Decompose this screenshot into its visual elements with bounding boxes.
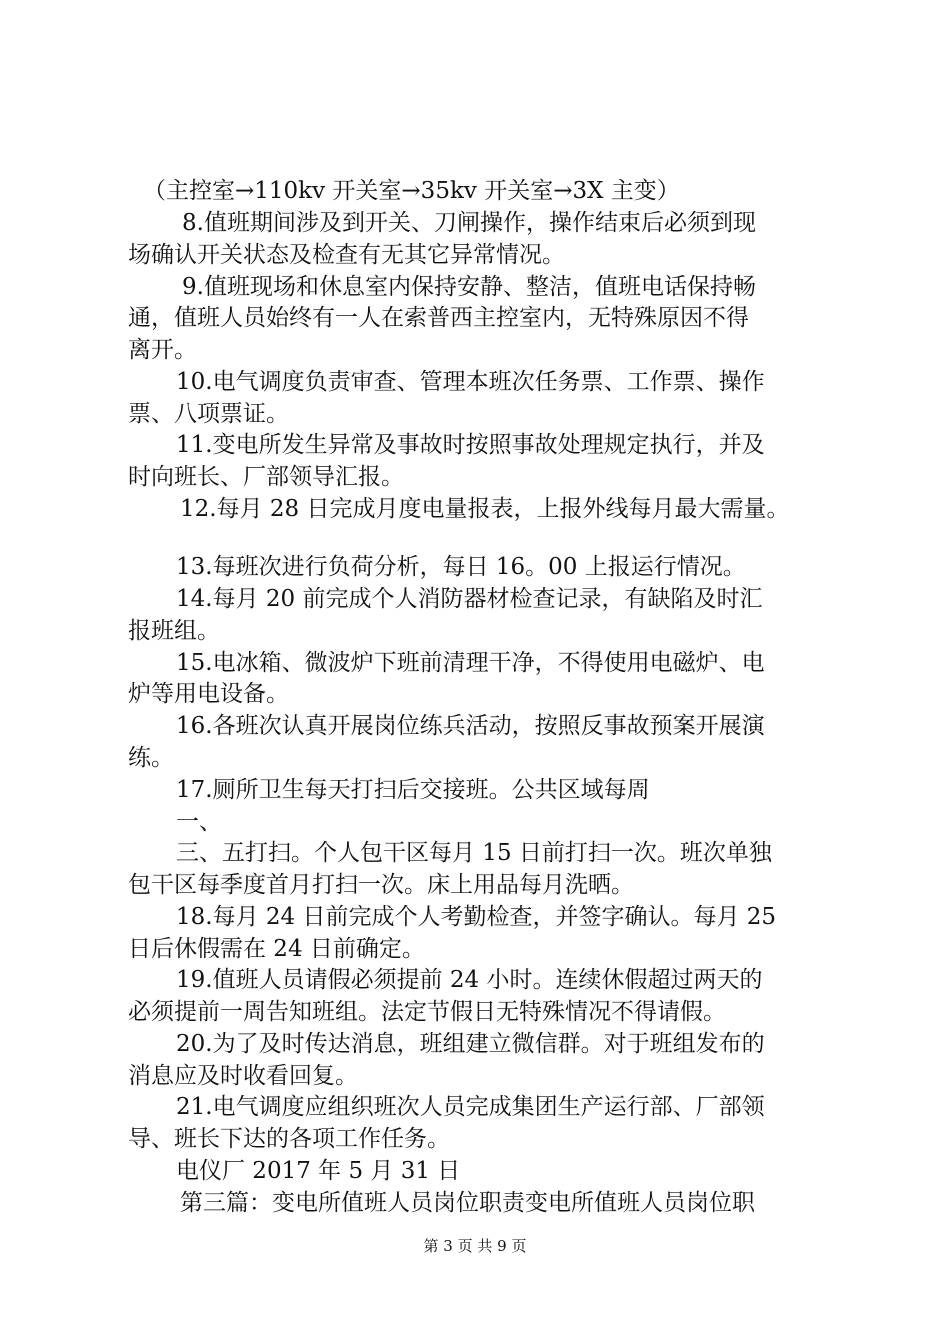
text-line: 炉等用电设备。 <box>128 681 289 707</box>
text-line: 19.值班人员请假必须提前 24 小时。连续休假超过两天的 <box>176 967 763 993</box>
text-line: 报班组。 <box>128 618 220 644</box>
text-line: 票、八项票证。 <box>128 401 289 427</box>
text-line: 13.每班次进行负荷分析，每日 16。00 上报运行情况。 <box>176 554 746 580</box>
text-line: 必须提前一周告知班组。法定节假日无特殊情况不得请假。 <box>128 999 726 1025</box>
text-line: 21.电气调度应组织班次人员完成集团生产运行部、厂部领 <box>176 1094 765 1120</box>
text-line: 15.电冰箱、微波炉下班前清理干净，不得使用电磁炉、电 <box>176 650 765 676</box>
text-line: 消息应及时收看回复。 <box>128 1063 358 1089</box>
text-line: 导、班长下达的各项工作任务。 <box>128 1126 450 1152</box>
text-line: 包干区每季度首月打扫一次。床上用品每月洗晒。 <box>128 872 634 898</box>
section-heading: 第三篇：变电所值班人员岗位职责变电所值班人员岗位职 <box>180 1190 755 1216</box>
text-line: 18.每月 24 日前完成个人考勤检查，并签字确认。每月 25 <box>176 904 777 930</box>
text-line: 一、 <box>176 809 222 835</box>
text-line: 通，值班人员始终有一人在索普西主控室内，无特殊原因不得 <box>128 305 749 331</box>
text-line: 三、五打扫。个人包干区每月 15 日前打扫一次。班次单独 <box>176 840 772 866</box>
text-line: 17.厕所卫生每天打扫后交接班。公共区域每周 <box>176 777 650 803</box>
text-line: （主控室→110kv 开关室→35kv 开关室→3X 主变） <box>143 178 680 204</box>
text-line: 日后休假需在 24 日前确定。 <box>128 936 425 962</box>
signature-line: 电仪厂 2017 年 5 月 31 日 <box>176 1158 461 1184</box>
text-line: 离开。 <box>128 337 197 363</box>
text-line: 14.每月 20 前完成个人消防器材检查记录，有缺陷及时汇 <box>176 586 763 612</box>
text-line: 20.为了及时传达消息，班组建立微信群。对于班组发布的 <box>176 1031 765 1057</box>
text-line: 16.各班次认真开展岗位练兵活动，按照反事故预案开展演 <box>176 713 765 739</box>
text-line: 场确认开关状态及检查有无其它异常情况。 <box>128 242 565 268</box>
text-line: 12.每月 28 日完成月度电量报表，上报外线每月最大需量。 <box>180 496 790 522</box>
text-line: 10.电气调度负责审查、管理本班次任务票、工作票、操作 <box>176 369 765 395</box>
text-line: 练。 <box>128 745 174 771</box>
text-line: 8.值班期间涉及到开关、刀闸操作，操作结束后必须到现 <box>182 210 756 236</box>
text-line: 9.值班现场和休息室内保持安静、整洁，值班电话保持畅 <box>182 274 756 300</box>
page-number-footer: 第 3 页 共 9 页 <box>423 1237 527 1255</box>
text-line: 11.变电所发生异常及事故时按照事故处理规定执行，并及 <box>176 432 765 458</box>
text-line: 时向班长、厂部领导汇报。 <box>128 464 404 490</box>
